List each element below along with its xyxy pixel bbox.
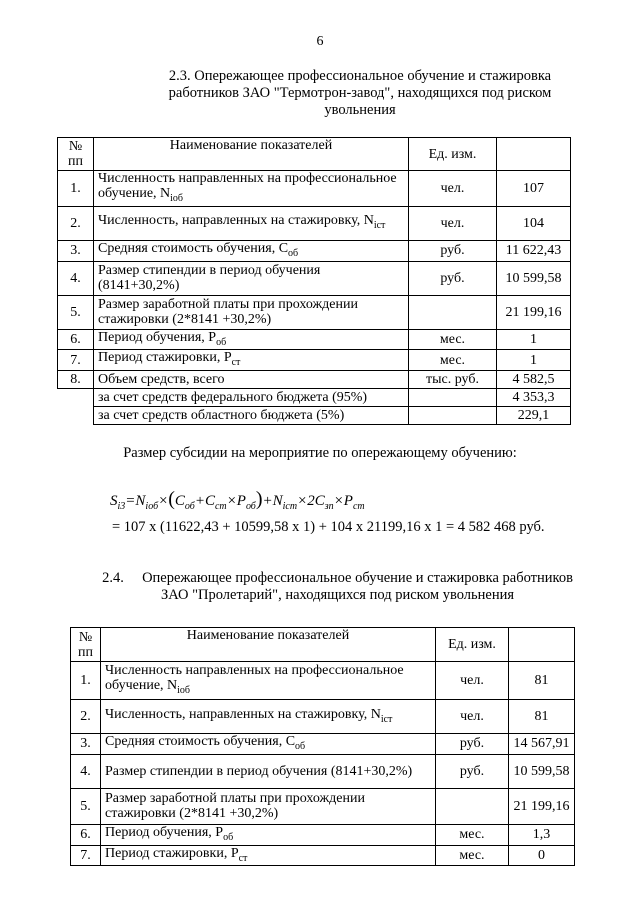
- row-name: Период стажировки, $Р_{ст}$: [94, 350, 409, 371]
- row-unit: [409, 295, 497, 329]
- row-value: 1: [497, 329, 571, 350]
- row-value: 21 199,16: [497, 295, 571, 329]
- table-row: [71, 824, 575, 845]
- header-name: Наименование показателей: [94, 138, 409, 171]
- table-row: [58, 206, 571, 240]
- row-name: Численность, направленных на стажировку, $N_{iст}$: [101, 700, 436, 734]
- row-value: 4 353,3: [497, 389, 571, 407]
- row-value: 104: [497, 206, 571, 240]
- row-unit: чел.: [409, 206, 497, 240]
- row-value: 81: [509, 662, 575, 700]
- row-unit: [436, 788, 509, 824]
- row-unit: руб.: [436, 754, 509, 788]
- table-row: [58, 371, 571, 389]
- row-unit: [409, 407, 497, 425]
- table-header-row: [71, 628, 575, 662]
- row-value: 11 622,43: [497, 240, 571, 261]
- header-value: [497, 138, 571, 171]
- row-unit: руб.: [436, 734, 509, 755]
- header-value: [509, 628, 575, 662]
- row-num: 2.: [71, 700, 101, 734]
- table-row: [58, 350, 571, 371]
- row-unit: мес.: [436, 845, 509, 866]
- row-value: 10 599,58: [497, 261, 571, 295]
- row-num: 3.: [58, 240, 94, 261]
- table-row: [58, 389, 571, 407]
- row-name: Средняя стоимость обучения, $С_{об}$: [94, 240, 409, 261]
- row-name: Период обучения, $Р_{об}$: [94, 329, 409, 350]
- row-unit: тыс. руб.: [409, 371, 497, 389]
- header-num: № пп: [71, 628, 101, 662]
- row-num: 2.: [58, 206, 94, 240]
- row-name: Численность направленных на профессиональное обучение, $N_{iоб}$: [94, 171, 409, 207]
- row-unit: чел.: [436, 662, 509, 700]
- row-unit: руб.: [409, 261, 497, 295]
- row-name: Размер стипендии в период обучения (8141+30,2%): [94, 261, 409, 295]
- table-row: [71, 845, 575, 866]
- row-unit: руб.: [409, 240, 497, 261]
- header-unit: Ед. изм.: [409, 138, 497, 171]
- table-row: [58, 295, 571, 329]
- table-row: [71, 700, 575, 734]
- page-number: 6: [316, 34, 324, 49]
- row-unit: мес.: [409, 329, 497, 350]
- row-value: 229,1: [497, 407, 571, 425]
- row-num: 8.: [58, 371, 94, 389]
- row-num: [58, 407, 94, 425]
- header-num: № пп: [58, 138, 94, 171]
- table-row: [71, 754, 575, 788]
- section-2-3-heading: 2.3. Опережающее профессиональное обучение и стажировка работников ЗАО "Термотрон-завод", находящихся под риском увольнения: [168, 68, 552, 118]
- row-num: 6.: [71, 824, 101, 845]
- row-name: Средняя стоимость обучения, $С_{об}$: [101, 734, 436, 755]
- table-proletariy: [70, 627, 575, 866]
- row-name: за счет средств областного бюджета (5%): [94, 407, 409, 425]
- table-row: [58, 407, 571, 425]
- subsidy-formula: $S_{i3}=N_{iоб}\times(C_{об}+C_{ст}\times P_{об})+N_{icт}\times 2C_{зп}\times P_{ст}$: [110, 488, 365, 512]
- row-value: 4 582,5: [497, 371, 571, 389]
- table-row: [58, 329, 571, 350]
- row-unit: чел.: [436, 700, 509, 734]
- row-unit: чел.: [409, 171, 497, 207]
- header-name: Наименование показателей: [101, 628, 436, 662]
- row-value: 10 599,58: [509, 754, 575, 788]
- row-value: 21 199,16: [509, 788, 575, 824]
- row-value: 14 567,91: [509, 734, 575, 755]
- table-row: [58, 240, 571, 261]
- row-num: 4.: [58, 261, 94, 295]
- row-value: 1: [497, 350, 571, 371]
- table-row: [58, 171, 571, 207]
- table-row: [71, 662, 575, 700]
- table-row: [71, 788, 575, 824]
- row-num: 4.: [71, 754, 101, 788]
- section-2-4-heading: 2.4. Опережающее профессиональное обучение и стажировка работников ЗАО "Пролетарий", находящихся под риском увольнения: [102, 570, 573, 603]
- row-name: Численность направленных на профессиональное обучение, $N_{iоб}$: [101, 662, 436, 700]
- row-num: 5.: [71, 788, 101, 824]
- row-num: 7.: [71, 845, 101, 866]
- row-name: Объем средств, всего: [94, 371, 409, 389]
- row-value: 1,3: [509, 824, 575, 845]
- table-row: [71, 734, 575, 755]
- subsidy-text: Размер субсидии на мероприятие по опережающему обучению:: [123, 445, 517, 461]
- header-unit: Ед. изм.: [436, 628, 509, 662]
- row-name: Численность, направленных на стажировку, $N_{iст}$: [94, 206, 409, 240]
- row-num: 5.: [58, 295, 94, 329]
- row-num: 7.: [58, 350, 94, 371]
- row-unit: [409, 389, 497, 407]
- row-value: 0: [509, 845, 575, 866]
- row-name: Период обучения, $Р_{об}$: [101, 824, 436, 845]
- table-row: [58, 261, 571, 295]
- row-name: за счет средств федерального бюджета (95%): [94, 389, 409, 407]
- table-termotron: [57, 137, 571, 425]
- row-num: 3.: [71, 734, 101, 755]
- row-value: 107: [497, 171, 571, 207]
- row-num: [58, 389, 94, 407]
- subsidy-calculation: = 107 х (11622,43 + 10599,58 х 1) + 104 х 21199,16 х 1 = 4 582 468 руб.: [112, 519, 545, 535]
- row-num: 1.: [71, 662, 101, 700]
- row-name: Размер заработной платы при прохождении стажировки (2*8141 +30,2%): [94, 295, 409, 329]
- row-name: Период стажировки, $Р_{ст}$: [101, 845, 436, 866]
- row-value: 81: [509, 700, 575, 734]
- row-unit: мес.: [409, 350, 497, 371]
- row-unit: мес.: [436, 824, 509, 845]
- row-num: 6.: [58, 329, 94, 350]
- row-name: Размер стипендии в период обучения (8141+30,2%): [101, 754, 436, 788]
- table-header-row: [58, 138, 571, 171]
- row-num: 1.: [58, 171, 94, 207]
- row-name: Размер заработной платы при прохождении стажировки (2*8141 +30,2%): [101, 788, 436, 824]
